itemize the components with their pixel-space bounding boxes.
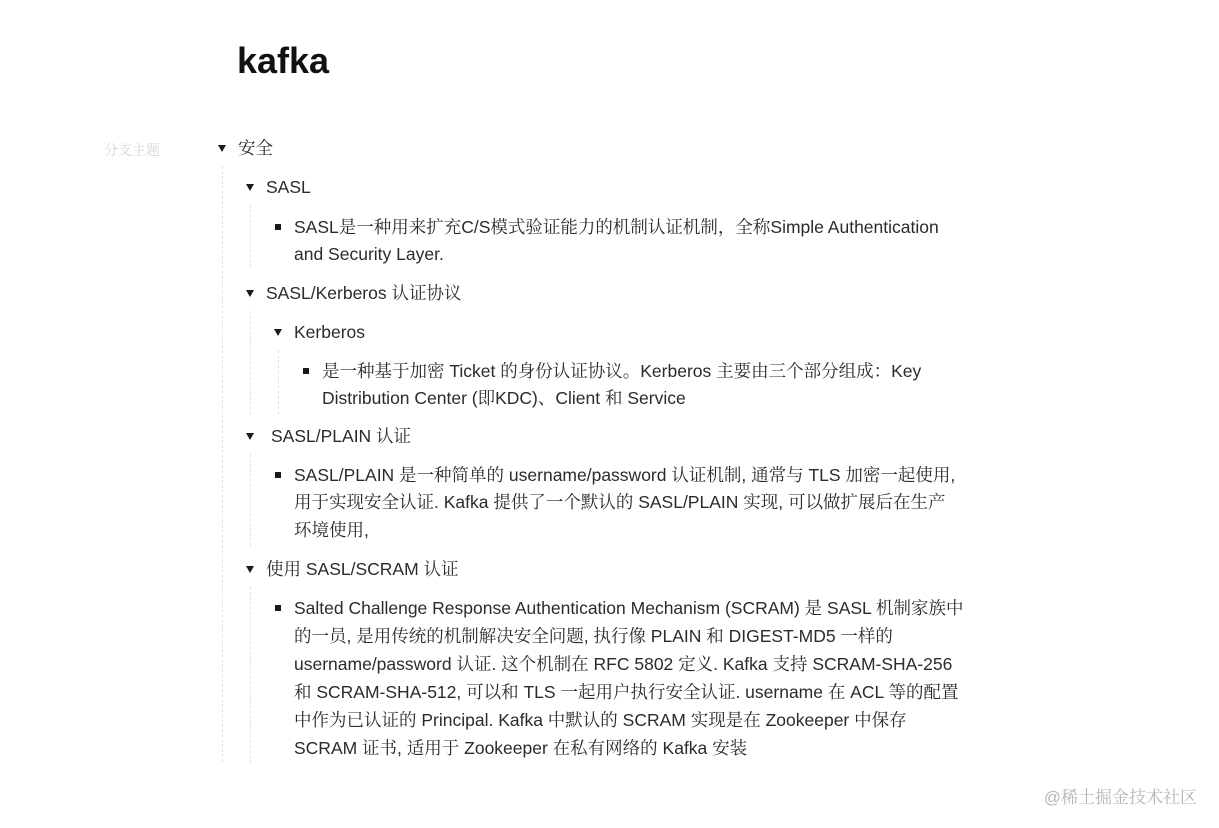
watermark: @稀土掘金技术社区 <box>1043 788 1197 807</box>
guide-line-level2-plain <box>250 454 251 546</box>
caret-down-icon[interactable] <box>274 329 282 336</box>
bullet-icon <box>303 368 309 374</box>
note-line: SASL是一种用来扩充C/S模式验证能力的机制认证机制，全称Simple Authentication <box>294 217 939 237</box>
note-line: 和 SCRAM-SHA-512, 可以和 TLS 一起用户执行安全认证. username 在 ACL 等的配置 <box>294 682 959 702</box>
note-line: 的一员, 是用传统的机制解决安全问题, 执行像 PLAIN 和 DIGEST-MD5 一样的 <box>294 626 893 646</box>
guide-line-level3-kerberos <box>278 350 279 414</box>
note-line: Distribution Center (即KDC)、Client 和 Service <box>322 388 686 408</box>
note-line: 环境使用, <box>294 520 369 540</box>
caret-down-icon[interactable] <box>246 290 254 297</box>
page-title: kafka <box>237 40 330 81</box>
guide-line-level2-kerberos <box>250 311 251 415</box>
note-line: SASL/PLAIN 是一种简单的 username/password 认证机制, 通常与 TLS 加密一起使用, <box>294 465 956 485</box>
node-label: SASL/Kerberos 认证协议 <box>266 283 462 303</box>
note-line: username/password 认证. 这个机制在 RFC 5802 定义. Kafka 支持 SCRAM-SHA-256 <box>294 654 953 674</box>
branch-topic-label[interactable]: 分支主题 <box>104 142 160 158</box>
note-line: 用于实现安全认证. Kafka 提供了一个默认的 SASL/PLAIN 实现, 可以做扩展后在生产 <box>294 492 946 512</box>
guide-line-level1 <box>222 166 223 762</box>
note-line: SCRAM 证书, 适用于 Zookeeper 在私有网络的 Kafka 安装 <box>294 738 748 758</box>
bullet-icon <box>275 605 281 611</box>
note-line: 中作为已认证的 Principal. Kafka 中默认的 SCRAM 实现是在 Zookeeper 中保存 <box>294 710 907 730</box>
note-line: 是一种基于加密 Ticket 的身份认证协议。Kerberos 主要由三个部分组成：Key <box>322 361 922 381</box>
note-line: and Security Layer. <box>294 244 444 264</box>
guide-line-level2-scram <box>250 587 251 763</box>
caret-down-icon[interactable] <box>246 184 254 191</box>
node-label: SASL <box>266 177 311 197</box>
node-label: SASL/PLAIN 认证 <box>271 426 412 446</box>
node-label: 使用 SASL/SCRAM 认证 <box>266 559 459 579</box>
node-label: 安全 <box>238 138 273 158</box>
caret-down-icon[interactable] <box>246 433 254 440</box>
bullet-icon <box>275 224 281 230</box>
note-line: Salted Challenge Response Authentication Mechanism (SCRAM) 是 SASL 机制家族中 <box>294 598 964 618</box>
caret-down-icon[interactable] <box>218 145 226 152</box>
node-label: Kerberos <box>294 322 366 342</box>
guide-line-level2-sasl <box>250 205 251 267</box>
caret-down-icon[interactable] <box>246 566 254 573</box>
bullet-icon <box>275 472 281 478</box>
